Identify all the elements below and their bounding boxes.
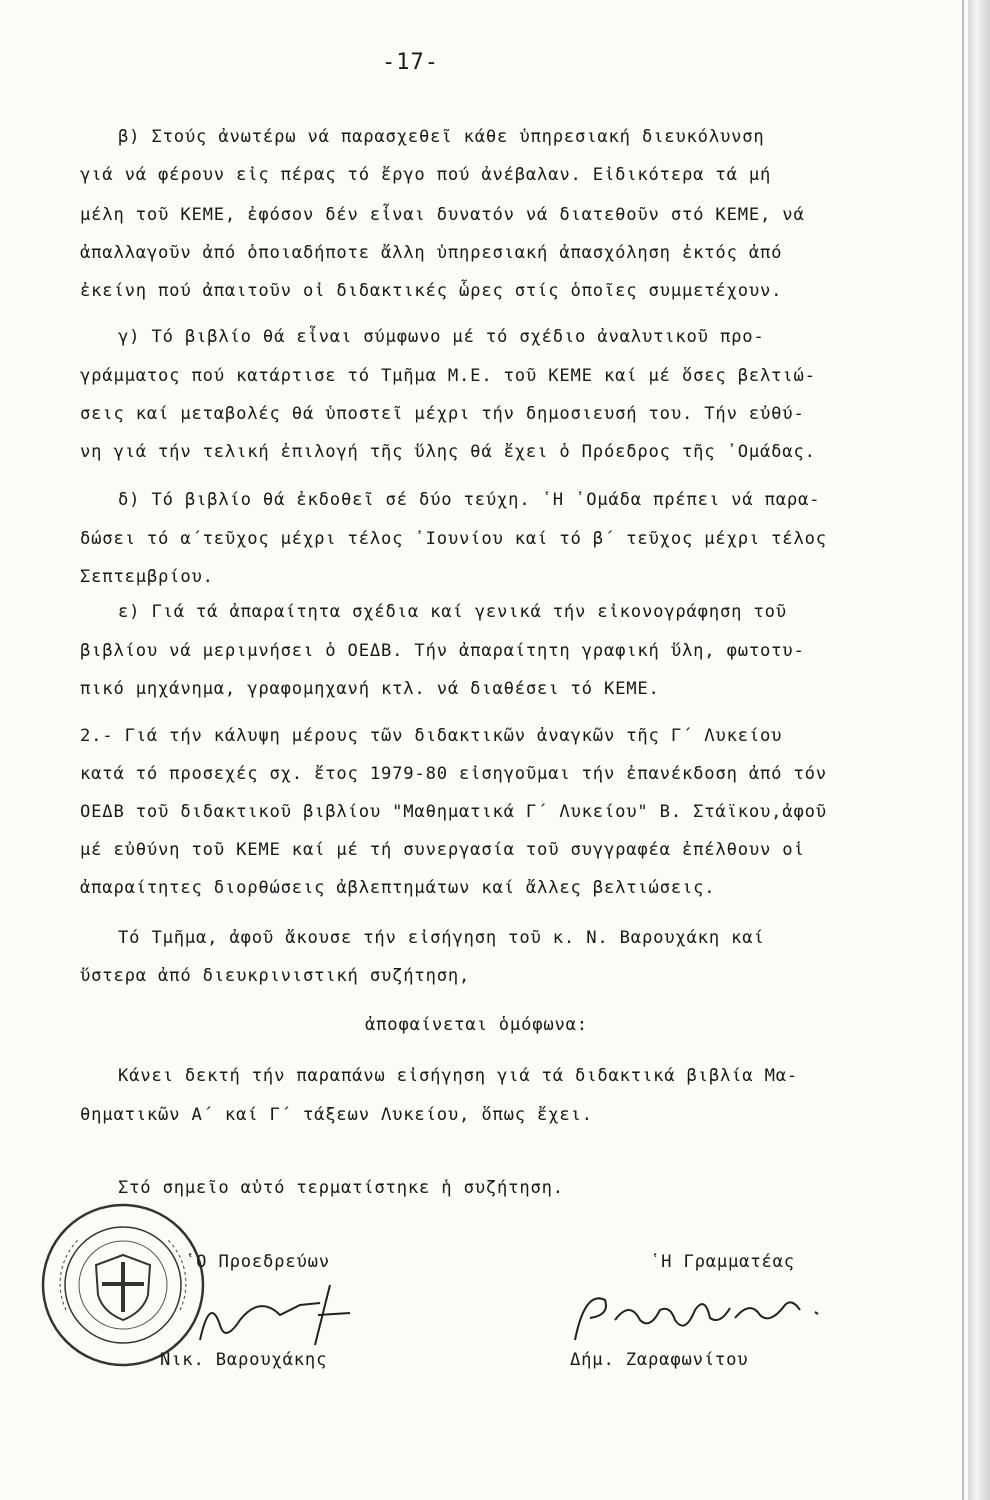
text-line: Τό Τμῆμα, ἀφοῦ ἄκουσε τήν εἰσήγηση τοῦ κ. Ν. Βαρουχάκη καί [118,928,765,948]
text-line: σεις καί μεταβολές θά ὑποστεῖ μέχρι τήν δημοσιευσή του. Τήν εὐθύ- [80,404,805,424]
text-line: γιά νά φέρουν εἰς πέρας τό ἔργο πού ἀνέβαλαν. Εἰδικότερα τά μή [80,165,772,185]
text-line: 2.- Γιά τήν κάλυψη μέρους τῶν διδακτικῶν ἀναγκῶν τῆς Γ΄ Λυκείου [80,726,783,746]
text-line: μέ εὐθύνη τοῦ ΚΕΜΕ καί μέ τή συνεργασία τοῦ συγγραφέα ἐπέλθουν οἱ [80,840,805,860]
text-line: ἀποφαίνεται ὁμόφωνα: [365,1015,588,1035]
text-line: ΟΕΔΒ τοῦ διδακτικοῦ βιβλίου "Μαθηματικά Γ΄ Λυκείου" Β. Στάϊκου,ἀφοῦ [80,802,827,822]
page-number: -17- [382,50,439,75]
text-line: ἀπαλλαγοῦν ἀπό ὁποιαδήποτε ἄλλη ὑπηρεσιακή ἀπασχόληση ἐκτός ἀπό [80,243,783,263]
text-line: ἐκείνη πού ἀπαιτοῦν οἱ διδακτικές ὧρες στίς ὁποῖες συμμετέχουν. [80,281,783,301]
text-line: πικό μηχάνημα, γραφομηχανή κτλ. νά διαθέσει τό ΚΕΜΕ. [80,679,660,699]
signature-right-title: ῾Η Γραμματέας [650,1252,795,1272]
text-line: γράμματος πού κατάρτισε τό Τμῆμα Μ.Ε. τοῦ ΚΕΜΕ καί μέ ὅσες βελτιώ- [80,366,816,386]
page-edge-shadow [968,0,990,1500]
text-line: ἀπαραίτητες διορθώσεις ἀβλεπτημάτων καί ἄλλες βελτιώσεις. [80,878,716,898]
page-edge-line [962,0,964,1500]
text-line: θηματικῶν Α΄ καί Γ΄ τάξεων Λυκείου, ὅπως ἔχει. [80,1105,593,1125]
text-line: ὕστερα ἀπό διευκρινιστική συζήτηση, [80,966,471,986]
text-line: γ) Τό βιβλίο θά εἶναι σύμφωνο μέ τό σχέδιο ἀναλυτικοῦ προ- [118,327,765,347]
text-line: κατά τό προσεχές σχ. ἔτος 1979-80 εἰσηγοῦμαι τήν ἐπανέκδοση ἀπό τόν [80,764,827,784]
text-line: β) Στούς ἀνωτέρω νά παρασχεθεῖ κάθε ὑπηρεσιακή διευκόλυνση [118,127,765,147]
signature-left-title: ῾Ο Προεδρεύων [185,1252,330,1272]
text-line: Στό σημεῖο αὐτό τερματίστηκε ἡ συζήτηση. [118,1178,564,1198]
text-line: νη γιά τήν τελική ἐπιλογή τῆς ὕλης θά ἔχει ὁ Πρόεδρος τῆς ᾽Ομάδας. [80,442,816,462]
text-line: δ) Τό βιβλίο θά ἐκδοθεῖ σέ δύο τεύχη. ῾Η ᾽Ομάδα πρέπει νά παρα- [118,490,821,510]
text-line: Κάνει δεκτή τήν παραπάνω εἰσήγηση γιά τά διδακτικά βιβλία Μα- [118,1066,799,1086]
signature-right-handwriting [560,1280,830,1350]
signature-left-handwriting [180,1275,360,1355]
signature-left-name: Νικ. Βαρουχάκης [160,1350,328,1370]
signature-right-name: Δήμ. Ζαραφωνίτου [570,1350,749,1370]
text-line: δώσει τό α΄τεῦχος μέχρι τέλος ᾽Ιουνίου καί τό β΄ τεῦχος μέχρι τέλος [80,529,827,549]
text-line: ε) Γιά τά ἀπαραίτητα σχέδια καί γενικά τήν εἰκονογράφηση τοῦ [118,602,787,622]
text-line: Σεπτεμβρίου. [80,567,214,587]
text-line: μέλη τοῦ ΚΕΜΕ, ἐφόσον δέν εἶναι δυνατόν νά διατεθοῦν στό ΚΕΜΕ, νά [80,205,805,225]
text-line: βιβλίου νά μεριμνήσει ὁ ΟΕΔΒ. Τήν ἀπαραίτητη γραφική ὕλη, φωτοτυ- [80,641,805,661]
